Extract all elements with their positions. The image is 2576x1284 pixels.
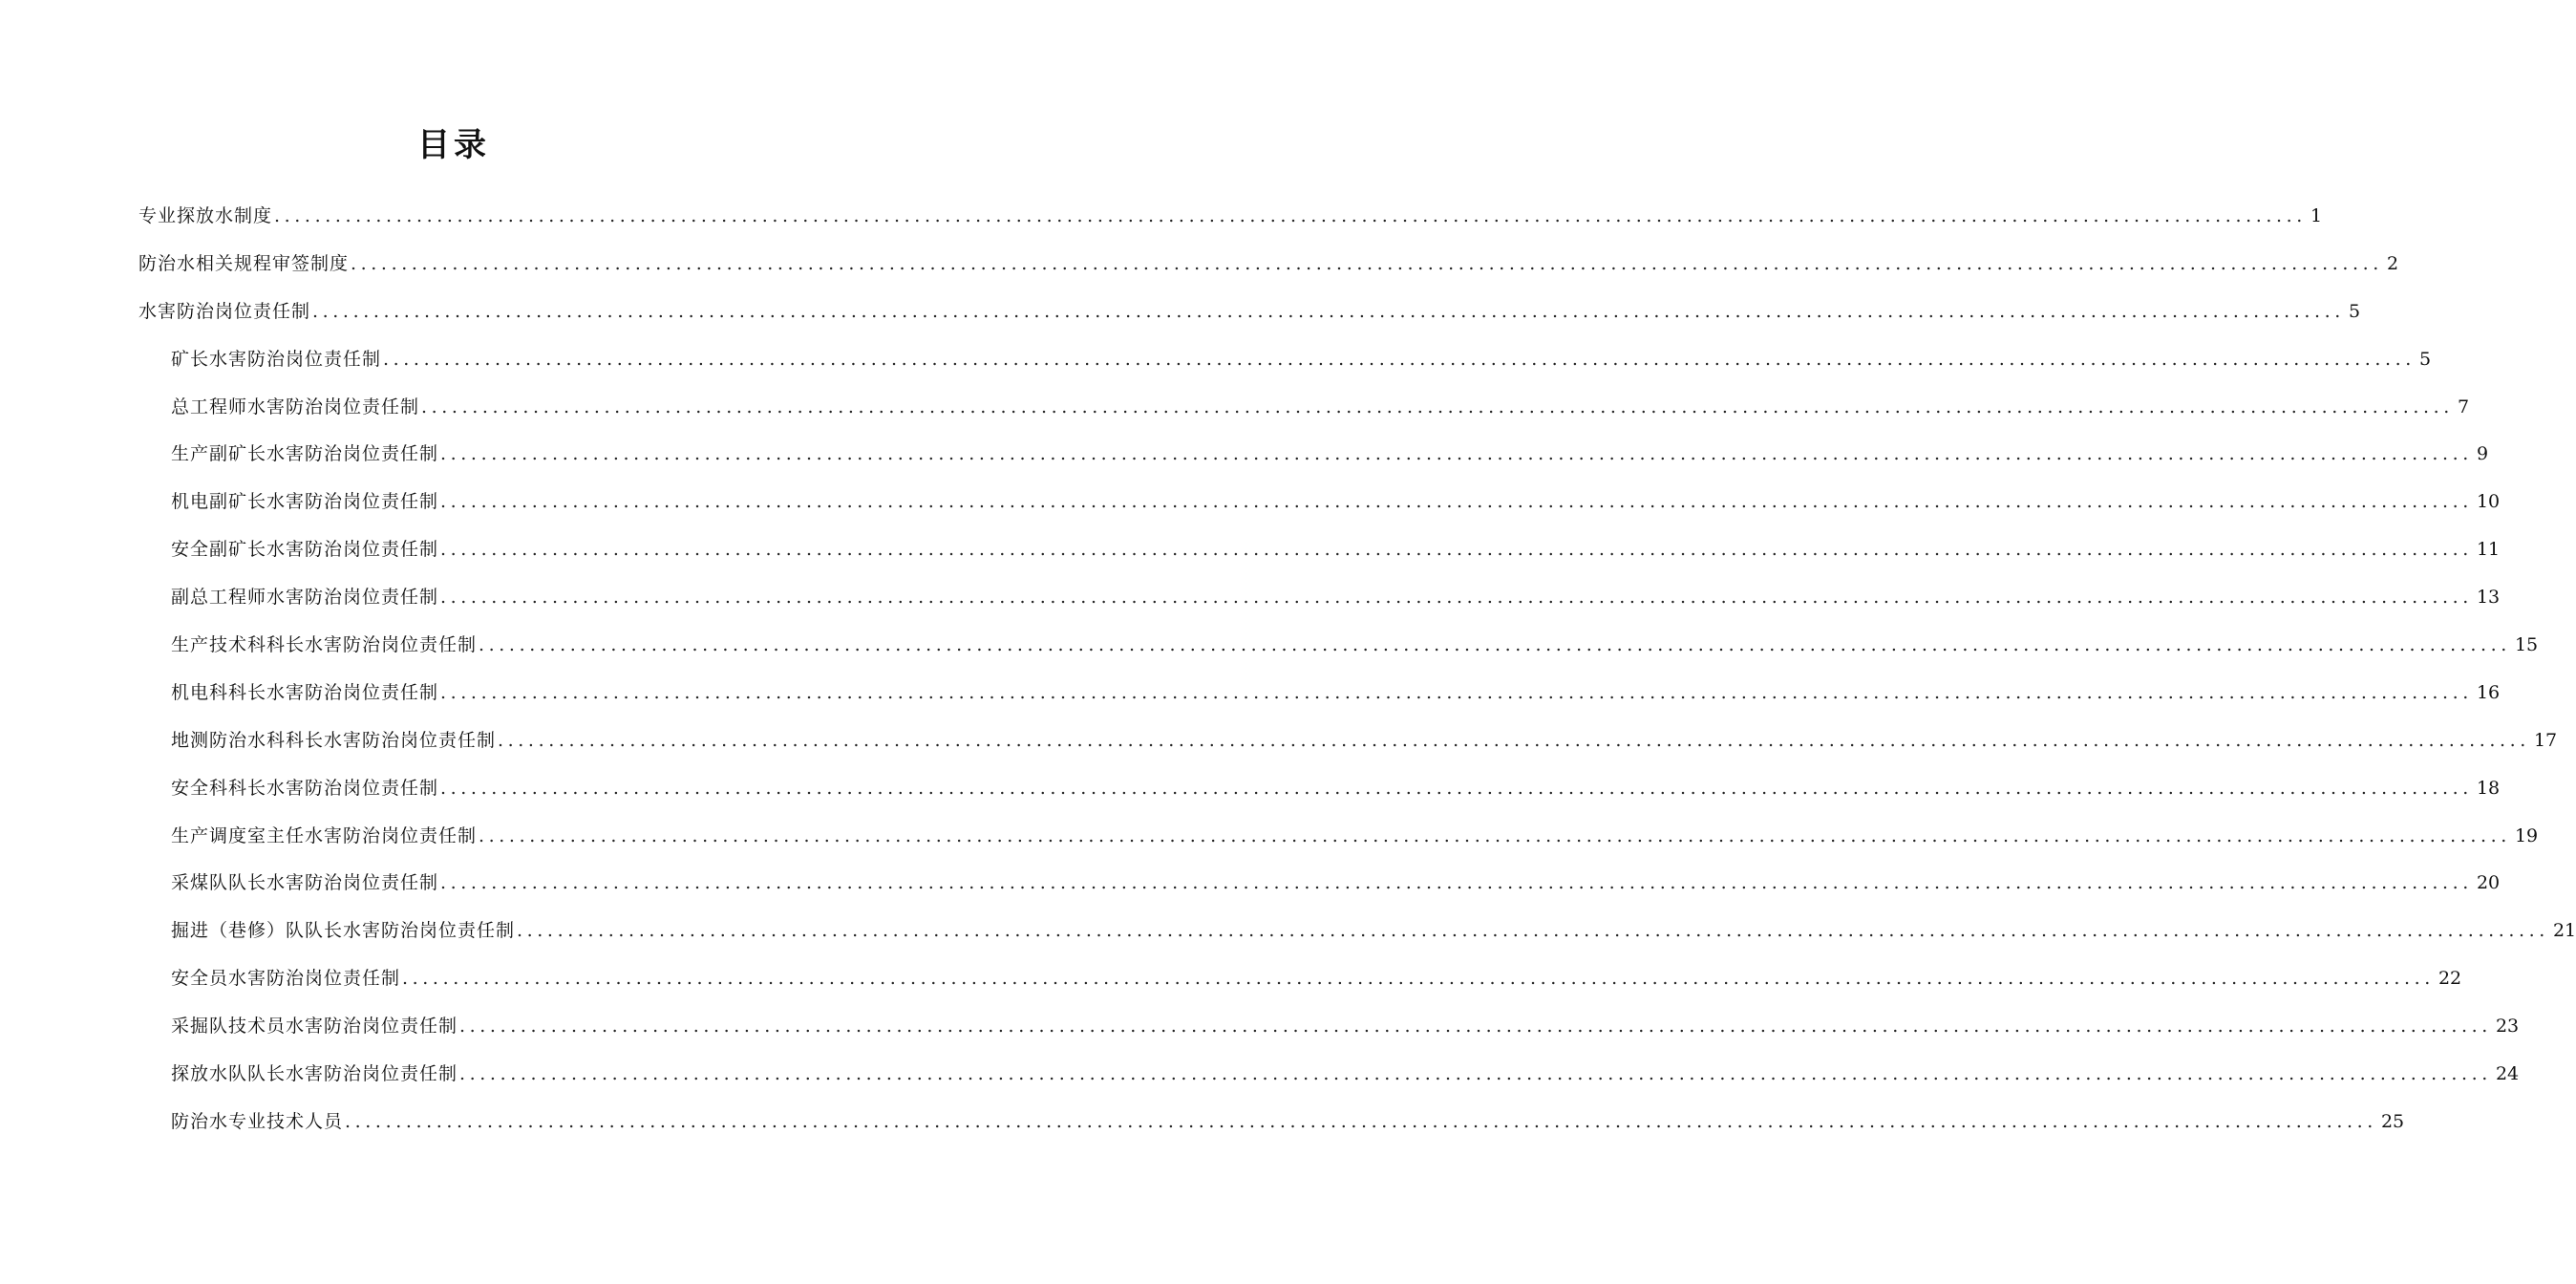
toc-entry-text: 矿长水害防治岗位责任制 — [171, 348, 382, 370]
toc-entry[interactable] — [138, 1003, 2520, 1051]
toc-entry-text: 安全员水害防治岗位责任制 — [171, 968, 401, 990]
toc-page-number: 2 — [2386, 252, 2399, 274]
toc-entry-text: 探放水队队长水害防治岗位责任制 — [171, 1063, 458, 1085]
toc-entry-text: 采煤队队长水害防治岗位责任制 — [171, 872, 439, 894]
toc-entry[interactable] — [138, 813, 2539, 861]
toc-page-number: 11 — [2476, 539, 2501, 561]
toc-dot-leader: ........................................................................................................................................................................................................ — [479, 824, 2511, 846]
toc-dot-leader: ........................................................................................................................................................................................................ — [421, 396, 2454, 417]
toc-entry[interactable] — [138, 384, 2470, 432]
toc-dot-leader: ........................................................................................................................................................................................................ — [345, 1110, 2377, 1132]
toc-entry-text: 安全科科长水害防治岗位责任制 — [171, 777, 439, 799]
toc-entry[interactable] — [138, 860, 2501, 908]
toc-page-number: 5 — [2418, 348, 2432, 370]
toc-dot-leader: ........................................................................................................................................................................................................ — [440, 587, 2473, 609]
toc-dot-leader: ........................................................................................................................................................................................................ — [440, 443, 2473, 465]
toc-dot-leader: ........................................................................................................................................................................................................ — [351, 252, 2383, 274]
toc-entry[interactable] — [138, 574, 2501, 622]
toc-entry-text: 防治水相关规程审签制度 — [138, 252, 350, 274]
toc-entry[interactable] — [138, 717, 2558, 765]
toc-dot-leader: ........................................................................................................................................................................................................ — [440, 491, 2473, 513]
toc-page-number: 17 — [2533, 729, 2558, 751]
toc-entry[interactable] — [138, 289, 2361, 336]
toc-entry-text: 生产副矿长水害防治岗位责任制 — [171, 443, 439, 465]
toc-entry-text: 水害防治岗位责任制 — [138, 300, 311, 322]
toc-page-number: 22 — [2438, 968, 2462, 990]
toc-dot-leader: ........................................................................................................................................................................................................ — [312, 300, 2345, 322]
toc-dot-leader: ........................................................................................................................................................................................................ — [440, 681, 2473, 703]
toc-entry[interactable] — [138, 622, 2539, 670]
toc-entry[interactable] — [138, 336, 2432, 384]
toc-entry-text: 生产技术科科长水害防治岗位责任制 — [171, 634, 478, 656]
toc-title: 目录 — [417, 126, 490, 164]
toc-entry-text: 安全副矿长水害防治岗位责任制 — [171, 539, 439, 561]
toc-entry-text: 专业探放水制度 — [138, 205, 273, 226]
toc-dot-leader: ........................................................................................................................................................................................................ — [459, 1016, 2492, 1038]
toc-entry[interactable] — [138, 241, 2399, 289]
toc-entry[interactable] — [138, 526, 2501, 574]
toc-entry-text: 总工程师水害防治岗位责任制 — [171, 396, 420, 417]
toc-page-number: 24 — [2495, 1063, 2520, 1085]
toc-dot-leader: ........................................................................................................................................................................................................ — [440, 777, 2473, 799]
toc-page-number: 10 — [2476, 491, 2501, 513]
toc-entry[interactable] — [138, 908, 2576, 955]
toc-page-number: 15 — [2514, 634, 2539, 656]
toc-entry[interactable] — [138, 479, 2501, 526]
toc-entry[interactable] — [138, 1099, 2405, 1146]
toc-entry[interactable] — [138, 670, 2501, 717]
toc-page-number: 18 — [2476, 777, 2501, 799]
toc-page-number: 23 — [2495, 1016, 2520, 1038]
toc-entry[interactable] — [138, 193, 2323, 241]
toc-page-number: 21 — [2552, 920, 2576, 942]
toc-entry-text: 采掘队技术员水害防治岗位责任制 — [171, 1016, 458, 1038]
toc-dot-leader: ........................................................................................................................................................................................................ — [479, 634, 2511, 656]
toc-dot-leader: ........................................................................................................................................................................................................ — [440, 539, 2473, 561]
toc-dot-leader: ........................................................................................................................................................................................................ — [402, 968, 2435, 990]
toc-page-number: 25 — [2380, 1110, 2405, 1132]
toc-page-number: 20 — [2476, 872, 2501, 894]
toc-entry[interactable] — [138, 431, 2489, 479]
toc-dot-leader: ........................................................................................................................................................................................................ — [459, 1063, 2492, 1085]
toc-page-number: 16 — [2476, 681, 2501, 703]
toc-page-number: 1 — [2310, 205, 2323, 226]
toc-entry-text: 副总工程师水害防治岗位责任制 — [171, 587, 439, 609]
toc-page-number: 7 — [2457, 396, 2470, 417]
toc-page-number: 19 — [2514, 824, 2539, 846]
toc-entry-text: 机电副矿长水害防治岗位责任制 — [171, 491, 439, 513]
toc-list — [138, 193, 2576, 1146]
toc-dot-leader: ........................................................................................................................................................................................................ — [383, 348, 2416, 370]
toc-dot-leader: ........................................................................................................................................................................................................ — [274, 205, 2307, 226]
toc-page-number: 5 — [2348, 300, 2361, 322]
toc-entry-text: 防治水专业技术人员 — [171, 1110, 344, 1132]
toc-entry-text: 掘进（巷修）队队长水害防治岗位责任制 — [171, 920, 516, 942]
toc-dot-leader: ........................................................................................................................................................................................................ — [440, 872, 2473, 894]
toc-entry-text: 地测防治水科科长水害防治岗位责任制 — [171, 729, 497, 751]
toc-entry-text: 生产调度室主任水害防治岗位责任制 — [171, 824, 478, 846]
toc-page-number: 9 — [2476, 443, 2489, 465]
toc-entry[interactable] — [138, 955, 2462, 1003]
toc-entry[interactable] — [138, 1051, 2520, 1099]
toc-entry[interactable] — [138, 765, 2501, 813]
toc-page-number: 13 — [2476, 587, 2501, 609]
toc-dot-leader: ........................................................................................................................................................................................................ — [517, 920, 2549, 942]
toc-entry-text: 机电科科长水害防治岗位责任制 — [171, 681, 439, 703]
toc-dot-leader: ........................................................................................................................................................................................................ — [498, 729, 2530, 751]
